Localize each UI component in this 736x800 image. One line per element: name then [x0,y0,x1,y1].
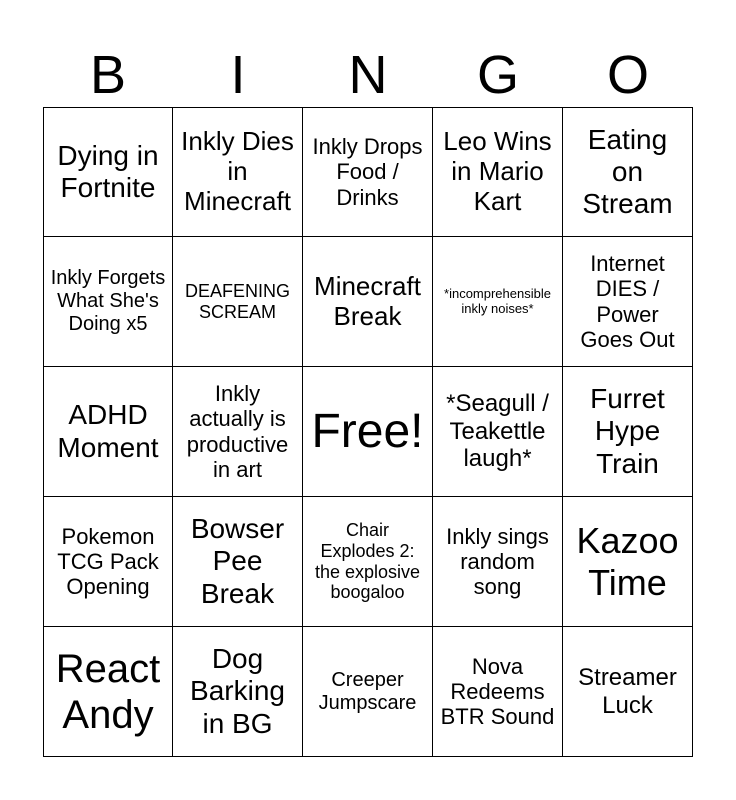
bingo-cell[interactable]: Pokemon TCG Pack Opening [43,497,173,627]
header-letter-b: B [89,45,127,105]
bingo-cell[interactable]: Leo Wins in Mario Kart [433,107,563,237]
bingo-cell[interactable]: DEAFENING SCREAM [173,237,303,367]
header-letter-i: I [230,45,246,105]
bingo-cell[interactable]: Bowser Pee Break [173,497,303,627]
bingo-cell[interactable]: Streamer Luck [563,627,693,757]
bingo-cell[interactable]: Creeper Jumpscare [303,627,433,757]
header-letter-n: N [348,45,388,105]
free-space-cell[interactable]: Free! [303,367,433,497]
bingo-cell[interactable]: Nova Redeems BTR Sound [433,627,563,757]
bingo-cell[interactable]: Internet DIES / Power Goes Out [563,237,693,367]
header-letter-g: G [476,45,519,105]
bingo-cell[interactable]: Inkly Drops Food / Drinks [303,107,433,237]
bingo-cell[interactable]: Inkly actually is productive in art [173,367,303,497]
bingo-cell[interactable]: Dying in Fortnite [43,107,173,237]
bingo-cell[interactable]: Eating on Stream [563,107,693,237]
bingo-cell[interactable]: Furret Hype Train [563,367,693,497]
bingo-grid [43,107,693,757]
bingo-cell[interactable]: Inkly sings random song [433,497,563,627]
bingo-header [43,44,693,106]
bingo-cell[interactable]: Dog Barking in BG [173,627,303,757]
bingo-cell[interactable]: Inkly Forgets What She's Doing x5 [43,237,173,367]
bingo-cell[interactable]: React Andy [43,627,173,757]
bingo-cell[interactable]: Inkly Dies in Minecraft [173,107,303,237]
bingo-cell[interactable]: *Seagull / Teakettle laugh* [433,367,563,497]
bingo-cell[interactable]: Chair Explodes 2: the explosive boogaloo [303,497,433,627]
bingo-cell[interactable]: *incomprehensible inkly noises* [433,237,563,367]
header-letter-o: O [606,45,649,105]
bingo-cell[interactable]: Minecraft Break [303,237,433,367]
bingo-cell[interactable]: Kazoo Time [563,497,693,627]
bingo-cell[interactable]: ADHD Moment [43,367,173,497]
